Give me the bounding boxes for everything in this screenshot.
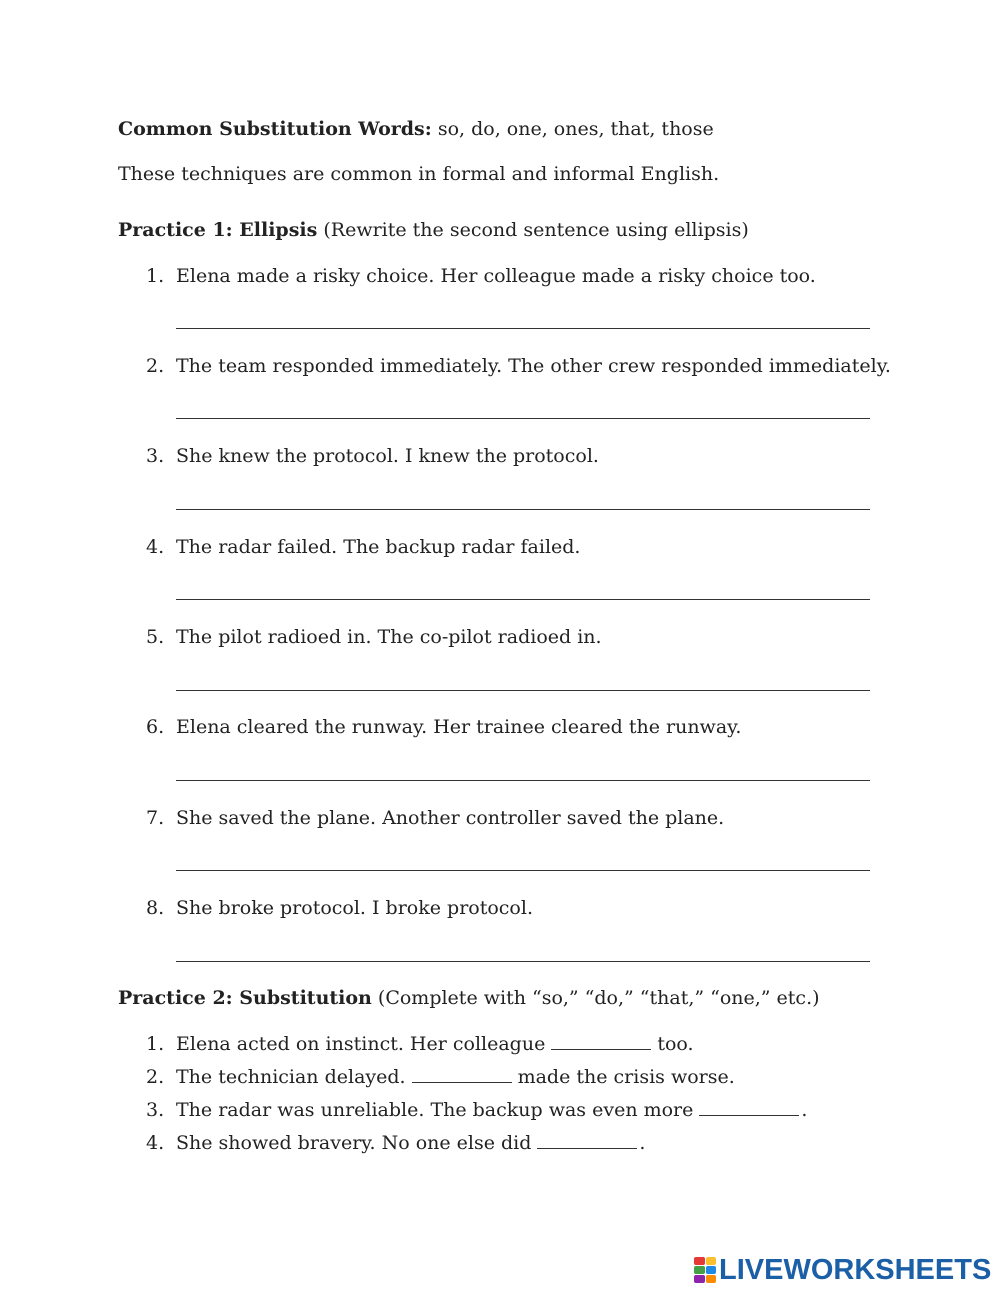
logo-text: LIVEWORKSHEETS — [719, 1253, 992, 1286]
logo-blocks-icon — [694, 1257, 716, 1283]
item-number: 1. — [146, 1033, 165, 1055]
common-words-list: so, do, one, ones, that, those — [431, 118, 714, 140]
item-text: The team responded immediately. The other crew responded immediately. — [176, 355, 891, 377]
answer-line[interactable] — [176, 509, 870, 510]
practice1-title: Practice 1: Ellipsis — [118, 219, 318, 241]
item-sentence — [176, 1032, 694, 1056]
fill-blank[interactable] — [699, 1098, 799, 1116]
techniques-note: These techniques are common in formal and informal English. — [118, 163, 720, 185]
item-number: 8. — [146, 897, 165, 919]
item-text: She saved the plane. Another controller saved the plane. — [176, 807, 725, 829]
practice1-heading — [118, 218, 749, 242]
answer-line[interactable] — [176, 961, 870, 962]
practice1-instruction: (Rewrite the second sentence using ellipsis) — [317, 219, 749, 241]
fill-blank[interactable] — [537, 1131, 637, 1149]
item-number: 7. — [146, 807, 165, 829]
sentence-after: . — [639, 1132, 646, 1154]
common-words-line — [118, 117, 714, 141]
item-number: 6. — [146, 716, 165, 738]
item-number: 2. — [146, 355, 165, 377]
item-number: 4. — [146, 1132, 165, 1154]
logo-block — [694, 1266, 705, 1274]
logo-block — [706, 1275, 717, 1283]
item-number: 5. — [146, 626, 165, 648]
logo-block — [706, 1257, 717, 1265]
item-text: Elena made a risky choice. Her colleague made a risky choice too. — [176, 265, 816, 287]
liveworksheets-logo[interactable] — [694, 1255, 991, 1285]
item-text: Elena cleared the runway. Her trainee cleared the runway. — [176, 716, 742, 738]
logo-block — [694, 1275, 705, 1283]
sentence-after: too. — [657, 1033, 694, 1055]
practice2-instruction: (Complete with “so,” “do,” “that,” “one,” etc.) — [371, 987, 820, 1009]
answer-line[interactable] — [176, 690, 870, 691]
item-sentence — [176, 1131, 645, 1155]
item-number: 3. — [146, 445, 165, 467]
logo-block — [706, 1266, 717, 1274]
item-text: She knew the protocol. I knew the protocol. — [176, 445, 599, 467]
fill-blank[interactable] — [551, 1032, 651, 1050]
answer-line[interactable] — [176, 599, 870, 600]
item-text: The radar failed. The backup radar failed. — [176, 536, 581, 558]
sentence-before: Elena acted on instinct. Her colleague — [176, 1033, 546, 1055]
item-number: 3. — [146, 1099, 165, 1121]
sentence-before: The technician delayed. — [176, 1066, 406, 1088]
item-number: 2. — [146, 1066, 165, 1088]
practice2-heading — [118, 986, 820, 1010]
answer-line[interactable] — [176, 328, 870, 329]
item-text: The pilot radioed in. The co-pilot radioed in. — [176, 626, 602, 648]
item-number: 1. — [146, 265, 165, 287]
answer-line[interactable] — [176, 780, 870, 781]
fill-blank[interactable] — [412, 1065, 512, 1083]
item-sentence — [176, 1065, 735, 1089]
answer-line[interactable] — [176, 870, 870, 871]
item-text: She broke protocol. I broke protocol. — [176, 897, 533, 919]
sentence-after: made the crisis worse. — [517, 1066, 735, 1088]
common-words-label: Common Substitution Words: — [118, 118, 432, 140]
logo-block — [694, 1257, 705, 1265]
item-sentence — [176, 1098, 807, 1122]
sentence-before: She showed bravery. No one else did — [176, 1132, 532, 1154]
sentence-after: . — [801, 1099, 808, 1121]
item-number: 4. — [146, 536, 165, 558]
answer-line[interactable] — [176, 418, 870, 419]
sentence-before: The radar was unreliable. The backup was even more — [176, 1099, 694, 1121]
practice2-title: Practice 2: Substitution — [118, 987, 372, 1009]
